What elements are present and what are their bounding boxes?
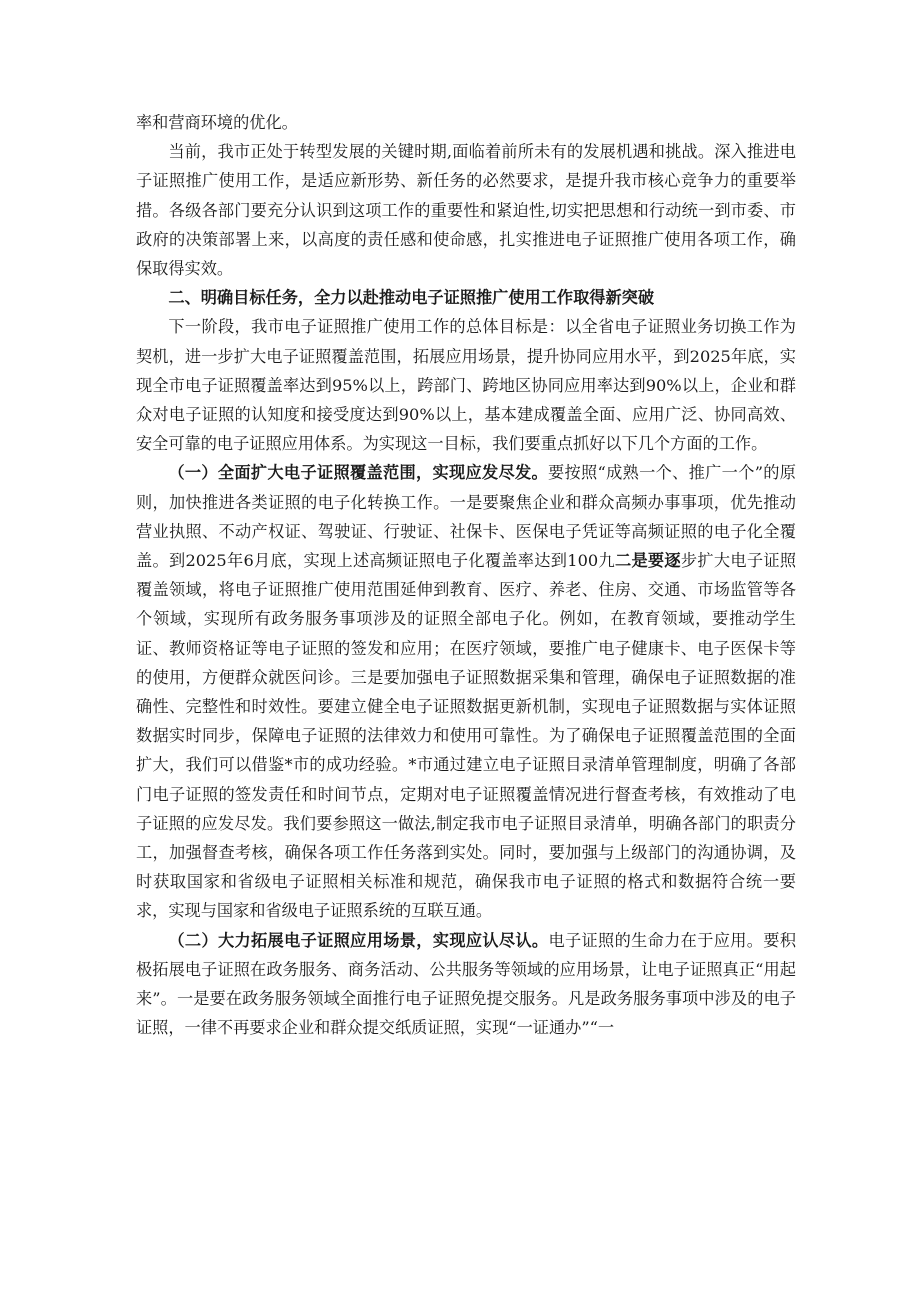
- paragraph-overall-goal: 下一阶段，我市电子证照推广使用工作的总体目标是：以全省电子证照业务切换工作为契机，进一步扩大电子证照覆盖范围，拓展应用场景，提升协同应用水平，到2025年底，实现全市电子证照覆盖率达到95%以上，跨部门、跨地区协同应用率达到90%以上，企业和群众对电子证照的认知度和接受度达到90%以上，基本建成覆盖全面、应用广泛、协同高效、安全可靠的电子证照应用体系。为实现这一目标，我们要重点抓好以下几个方面的工作。: [136, 317, 796, 454]
- paragraph-current-situation: 当前，我市正处于转型发展的关键时期,面临着前所未有的发展机遇和挑战。深入推进电子证照推广使用工作，是适应新形势、新任务的必然要求，是提升我市核心竞争力的重要举措。各级各部门要充分认识到这项工作的重要性和紧迫性,切实把思想和行动统一到市委、市政府的决策部署上来，以高度的责任感和使命感，扎实推进电子证照推广使用各项工作，确保取得实效。: [136, 142, 796, 279]
- coverage-text-a: 要按照“成熟一个、推广一个”的原则，加快推进各类证照的电子化转换工作。一是要聚焦企业和群众高频办事事项，优先推动营业执照、不动产权证、驾驶证、行驶证、社保卡、医保电子凭证等高频证照的电子化全覆盖。到2025年6月底，实现上述高频证照电子化覆盖率达到100九: [136, 463, 796, 571]
- coverage-text-b: 步扩大电子证照覆盖领域，将电子证照推广使用范围延伸到教育、医疗、养老、住房、交通、市场监管等各个领域，实现所有政务服务事项涉及的证照全部电子化。例如，在教育领域，要推动学生证、教师资格证等电子证照的签发和应用；在医疗领域，要推广电子健康卡、电子医保卡等的使用，方便群众就医问诊。三是要加强电子证照数据采集和管理，确保电子证照数据的准确性、完整性和时效性。要建立健全电子证照数据更新机制，实现电子证照数据与实体证照数据实时同步，保障电子证照的法律效力和使用可靠性。为了确保电子证照覆盖范围的全面扩大，我们可以借鉴*市的成功经验。*市通过建立电子证照目录清单管理制度，明确了各部门电子证照的签发责任和时间节点，定期对电子证照覆盖情况进行督查考核，有效推动了电子证照的应发尽发。我们要参照这一做法,制定我市电子证照目录清单，明确各部门的职责分工，加强督查考核，确保各项工作任务落到实处。同时，要加强与上级部门的沟通协调，及时获取国家和省级电子证照相关标准和规范，确保我市电子证照的格式和数据符合统一要求，实现与国家和省级电子证照系统的互联互通。: [136, 551, 797, 921]
- section-heading-2: 二、明确目标任务，全力以赴推动电子证照推广使用工作取得新突破: [168, 288, 655, 308]
- paragraph-coverage: [136, 458, 796, 925]
- subheading-coverage: （一）全面扩大电子证照覆盖范围，实现应发尽发。: [168, 463, 549, 483]
- subheading-application: （二）大力拓展电子证照应用场景，实现应认尽认。: [168, 930, 549, 950]
- application-text: 电子证照的生命力在于应用。要积极拓展电子证照在政务服务、商务活动、公共服务等领域的应用场景，让电子证照真正“用起来”。一是要在政务服务领域全面推行电子证照免提交服务。凡是政务服务事项中涉及的电子证照，一律不再要求企业和群众提交纸质证照，实现“一证通办”“一: [136, 930, 797, 1038]
- document-body: [136, 108, 796, 1043]
- paragraph-application: [136, 926, 796, 1043]
- paragraph-continuation: 率和营商环境的优化。: [136, 113, 298, 132]
- coverage-text-bold: 二是要逐: [614, 551, 681, 571]
